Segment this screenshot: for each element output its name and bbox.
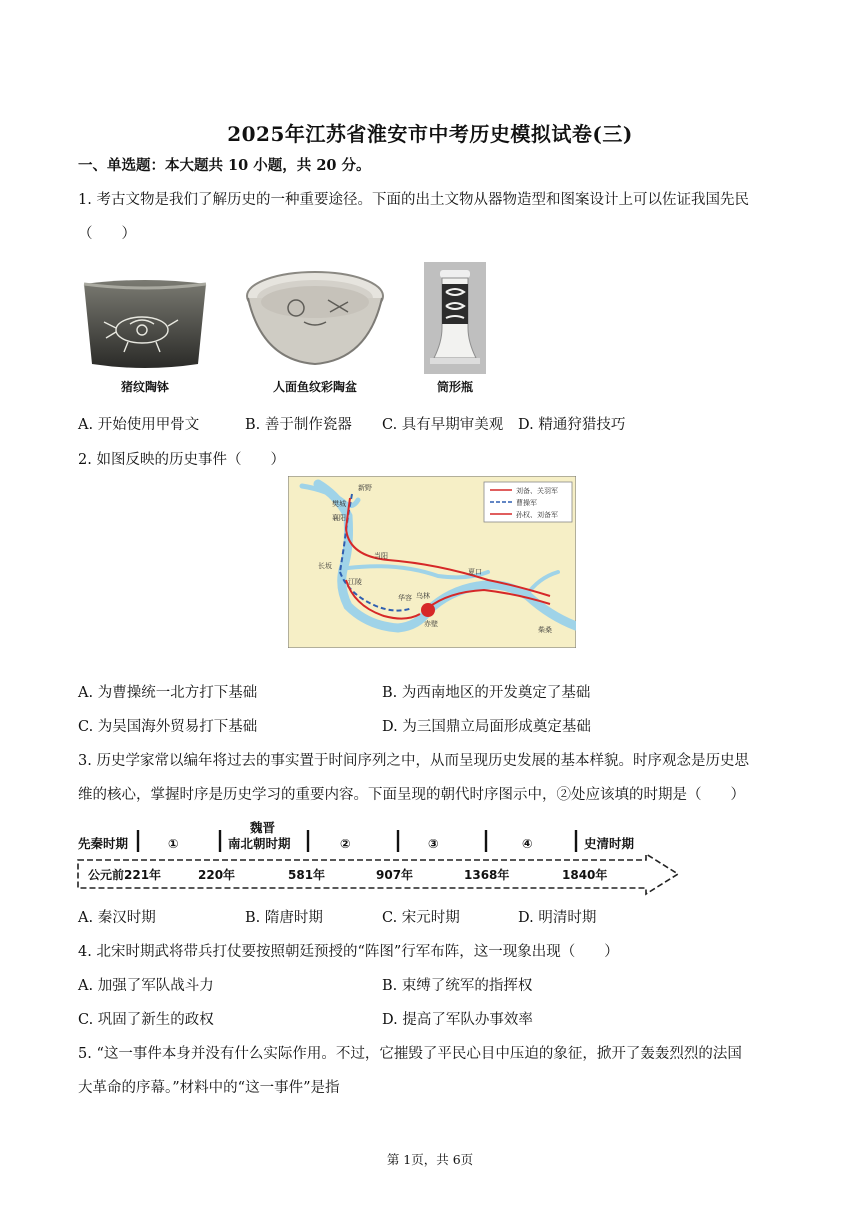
q3-option-c[interactable]: C. 宋元时期 bbox=[382, 910, 460, 926]
artifact-caption-2: 人面鱼纹彩陶盆 bbox=[272, 380, 357, 394]
q2-option-c[interactable]: C. 为吴国海外贸易打下基础 bbox=[78, 719, 258, 735]
q3-option-d[interactable]: D. 明清时期 bbox=[518, 910, 597, 926]
q1-option-c[interactable]: C. 具有早期审美观 bbox=[382, 417, 504, 433]
q3-option-a[interactable]: A. 秦汉时期 bbox=[78, 910, 156, 926]
timeline-slot-3: ③ bbox=[428, 836, 439, 851]
cylindrical-vase-image bbox=[424, 262, 486, 374]
map-legend-1: 刘备、关羽军 bbox=[516, 487, 558, 495]
page-title: 2025年江苏省淮安市中考历史模拟试卷(三) bbox=[227, 122, 633, 146]
timeline-slot-4: ④ bbox=[522, 836, 533, 851]
q1-option-b[interactable]: B. 善于制作瓷器 bbox=[245, 417, 352, 433]
artifact-caption-1: 猪纹陶钵 bbox=[120, 380, 169, 394]
map-place-jiangling: 江陵 bbox=[348, 578, 362, 586]
q4-option-a[interactable]: A. 加强了军队战斗力 bbox=[78, 978, 214, 994]
q1-option-d[interactable]: D. 精通狩猎技巧 bbox=[518, 417, 626, 433]
q1-option-a[interactable]: A. 开始使用甲骨文 bbox=[78, 417, 200, 433]
map-place-wulin: 乌林 bbox=[416, 592, 430, 600]
timeline-year-2: 220年 bbox=[198, 868, 236, 882]
map-place-fancheng: 樊城 bbox=[332, 500, 346, 508]
timeline-period-weijin: 魏晋 bbox=[250, 820, 276, 835]
map-place-xiangyang: 襄阳 bbox=[332, 514, 346, 522]
map-place-xiakou: 夏口 bbox=[468, 568, 482, 576]
q2-option-a[interactable]: A. 为曹操统一北方打下基础 bbox=[78, 685, 258, 701]
timeline-year-1: 公元前221年 bbox=[88, 868, 162, 882]
timeline-slot-2: ② bbox=[340, 836, 351, 851]
timeline-year-6: 1840年 bbox=[562, 868, 608, 882]
q4-stem: 4. 北宋时期武将带兵打仗要按照朝廷预授的“阵图”行军布阵，这一现象出现（ ） bbox=[78, 944, 619, 960]
q4-option-c[interactable]: C. 巩固了新生的政权 bbox=[78, 1012, 214, 1028]
q2-option-d[interactable]: D. 为三国鼎立局面形成奠定基础 bbox=[382, 719, 591, 735]
map-place-xinye: 新野 bbox=[358, 484, 372, 492]
dynasty-timeline bbox=[76, 816, 682, 898]
face-fish-basin-image bbox=[244, 268, 386, 368]
map-legend-2: 曹操军 bbox=[516, 499, 537, 507]
q2-option-b[interactable]: B. 为西南地区的开发奠定了基础 bbox=[382, 685, 591, 701]
q5-stem-line2: 大革命的序幕。”材料中的“这一事件”是指 bbox=[78, 1080, 340, 1096]
map-place-changban: 长坂 bbox=[318, 562, 332, 570]
map-place-chibi: 赤壁 bbox=[424, 620, 438, 628]
map-place-dangyang: 当阳 bbox=[374, 552, 388, 560]
timeline-period-pre-qin: 先秦时期 bbox=[78, 836, 129, 851]
q4-option-d[interactable]: D. 提高了军队办事效率 bbox=[382, 1012, 533, 1028]
timeline-year-5: 1368年 bbox=[464, 868, 510, 882]
q3-stem-line2: 维的核心，掌握时序是历史学习的重要内容。下面呈现的朝代时序图示中，②处应该填的时期是（ ） bbox=[78, 787, 745, 803]
battle-map-image bbox=[288, 476, 576, 648]
q3-option-b[interactable]: B. 隋唐时期 bbox=[245, 910, 323, 926]
q1-stem-line2: （ ） bbox=[78, 226, 136, 242]
artifact-caption-3: 筒形瓶 bbox=[436, 380, 473, 394]
q4-option-b[interactable]: B. 束缚了统军的指挥权 bbox=[382, 978, 533, 994]
q2-stem: 2. 如图反映的历史事件（ ） bbox=[78, 452, 285, 468]
map-place-chaisang: 柴桑 bbox=[538, 626, 552, 634]
timeline-slot-1: ① bbox=[168, 836, 179, 851]
timeline-year-3: 581年 bbox=[288, 868, 326, 882]
page-footer: 第 1页，共 6页 bbox=[386, 1152, 474, 1167]
timeline-year-4: 907年 bbox=[376, 868, 414, 882]
q3-stem-line1: 3. 历史学家常以编年将过去的事实置于时间序列之中，从而呈现历史发展的基本样貌。时序观念是历史思 bbox=[78, 753, 749, 769]
q1-stem-line1: 1. 考古文物是我们了解历史的一种重要途径。下面的出土文物从器物造型和图案设计上可以佐证我国先民 bbox=[78, 192, 749, 208]
timeline-period-nanbei: 南北朝时期 bbox=[228, 836, 291, 851]
q5-stem-line1: 5. “这一事件本身并没有什么实际作用。不过，它摧毁了平民心目中压迫的象征，掀开了轰轰烈烈的法国 bbox=[78, 1046, 742, 1062]
timeline-period-shiqing: 史清时期 bbox=[584, 836, 635, 851]
map-place-huarong: 华容 bbox=[398, 594, 412, 602]
section-heading: 一、单选题：本大题共 10 小题，共 20 分。 bbox=[78, 157, 371, 174]
pig-pottery-bowl-image bbox=[80, 276, 210, 374]
map-legend-3: 孙权、刘备军 bbox=[516, 511, 558, 519]
